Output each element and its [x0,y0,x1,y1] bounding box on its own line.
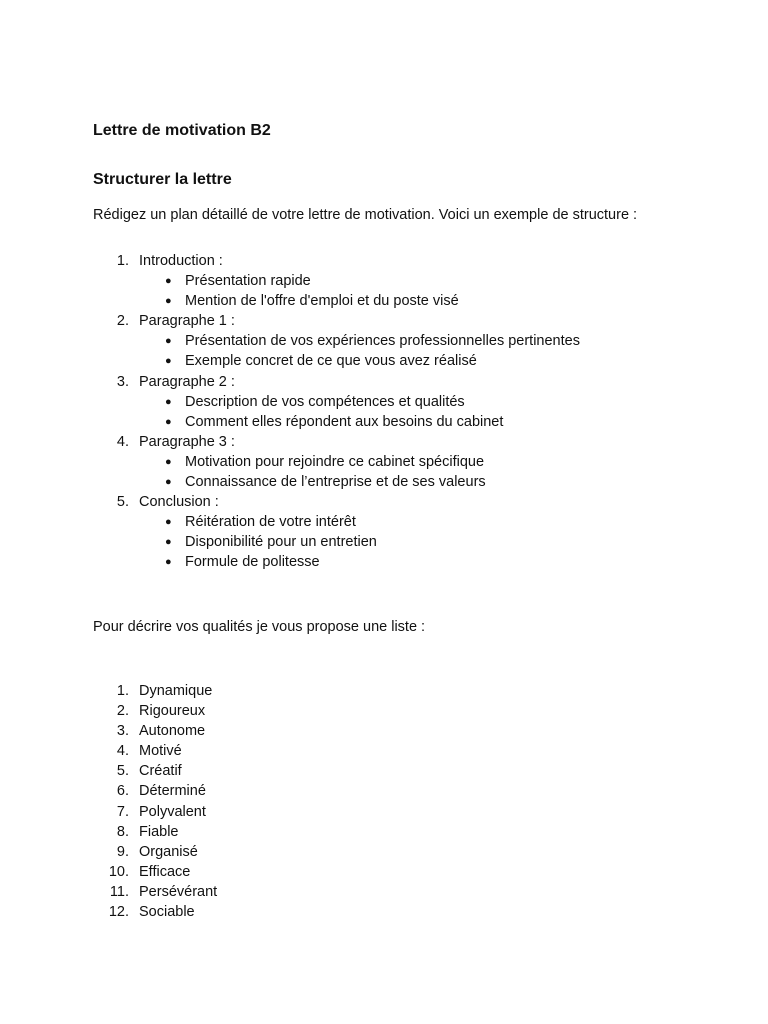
quality-number: 5. [116,763,129,780]
item-number: 3. [116,373,129,390]
quality-label: Rigoureux [139,703,206,720]
quality-number: 12. [108,904,129,921]
bullet-icon: ● [165,415,172,428]
quality-label: Organisé [139,843,198,860]
subitem-label: Motivation pour rejoindre ce cabinet spécifique [185,453,485,470]
quality-number: 7. [116,803,129,820]
item-label: Paragraphe 3 : [139,433,235,450]
bullet-icon: ● [165,455,172,468]
bullet-icon: ● [165,536,172,549]
subitem-label: Comment elles répondent aux besoins du cabinet [185,413,504,430]
bullet-icon: ● [165,556,172,569]
quality-label: Autonome [139,723,206,740]
item-number: 2. [116,313,129,330]
item-label: Paragraphe 2 : [139,373,235,390]
bullet-icon: ● [165,476,172,489]
quality-label: Dynamique [139,683,213,699]
bullet-icon: ● [165,355,172,368]
quality-label: Polyvalent [139,803,206,820]
quality-label: Créatif [139,763,182,780]
bullet-icon: ● [165,395,172,408]
subitem-label: Présentation de vos expériences professionnelles pertinentes [185,333,580,350]
subitem-label: Mention de l'offre d'emploi et du poste visé [185,293,459,310]
quality-label: Efficace [139,863,191,880]
quality-label: Sociable [139,904,195,921]
item-number: 1. [116,253,129,269]
item-label: Introduction : [139,253,223,269]
subitem-label: Exemple concret de ce que vous avez réalisé [185,353,477,370]
item-number: 4. [116,433,129,450]
qualities-intro-paragraph: Pour décrire vos qualités je vous propose une liste : [93,619,426,635]
quality-number: 11. [109,883,129,900]
quality-label: Fiable [139,823,179,840]
item-number: 5. [116,494,129,511]
quality-number: 4. [116,743,129,760]
subitem-label: Disponibilité pour un entretien [185,534,377,551]
subitem-label: Formule de politesse [185,554,320,571]
subitem-label: Description de vos compétences et qualités [185,393,465,410]
intro-paragraph: Rédigez un plan détaillé de votre lettre de motivation. Voici un exemple de structure : [93,207,638,223]
quality-number: 1. [116,683,129,699]
bullet-icon: ● [165,295,172,308]
quality-number: 3. [116,723,129,740]
quality-number: 8. [116,823,129,840]
quality-number: 9. [116,843,129,860]
item-label: Paragraphe 1 : [139,313,235,330]
subitem-label: Réitération de votre intérêt [185,514,356,531]
quality-label: Persévérant [139,883,218,900]
bullet-icon: ● [165,335,172,348]
subitem-label: Connaissance de l’entreprise et de ses valeurs [185,474,486,491]
quality-number: 2. [116,703,129,720]
section-title: Structurer la lettre [93,171,232,188]
bullet-icon: ● [165,275,172,288]
quality-number: 6. [116,783,129,800]
quality-label: Déterminé [139,783,206,800]
document-title: Lettre de motivation B2 [93,122,271,139]
quality-number: 10. [108,863,129,880]
subitem-label: Présentation rapide [185,273,311,290]
quality-label: Motivé [139,743,182,760]
bullet-icon: ● [165,516,172,529]
item-label: Conclusion : [139,494,219,511]
